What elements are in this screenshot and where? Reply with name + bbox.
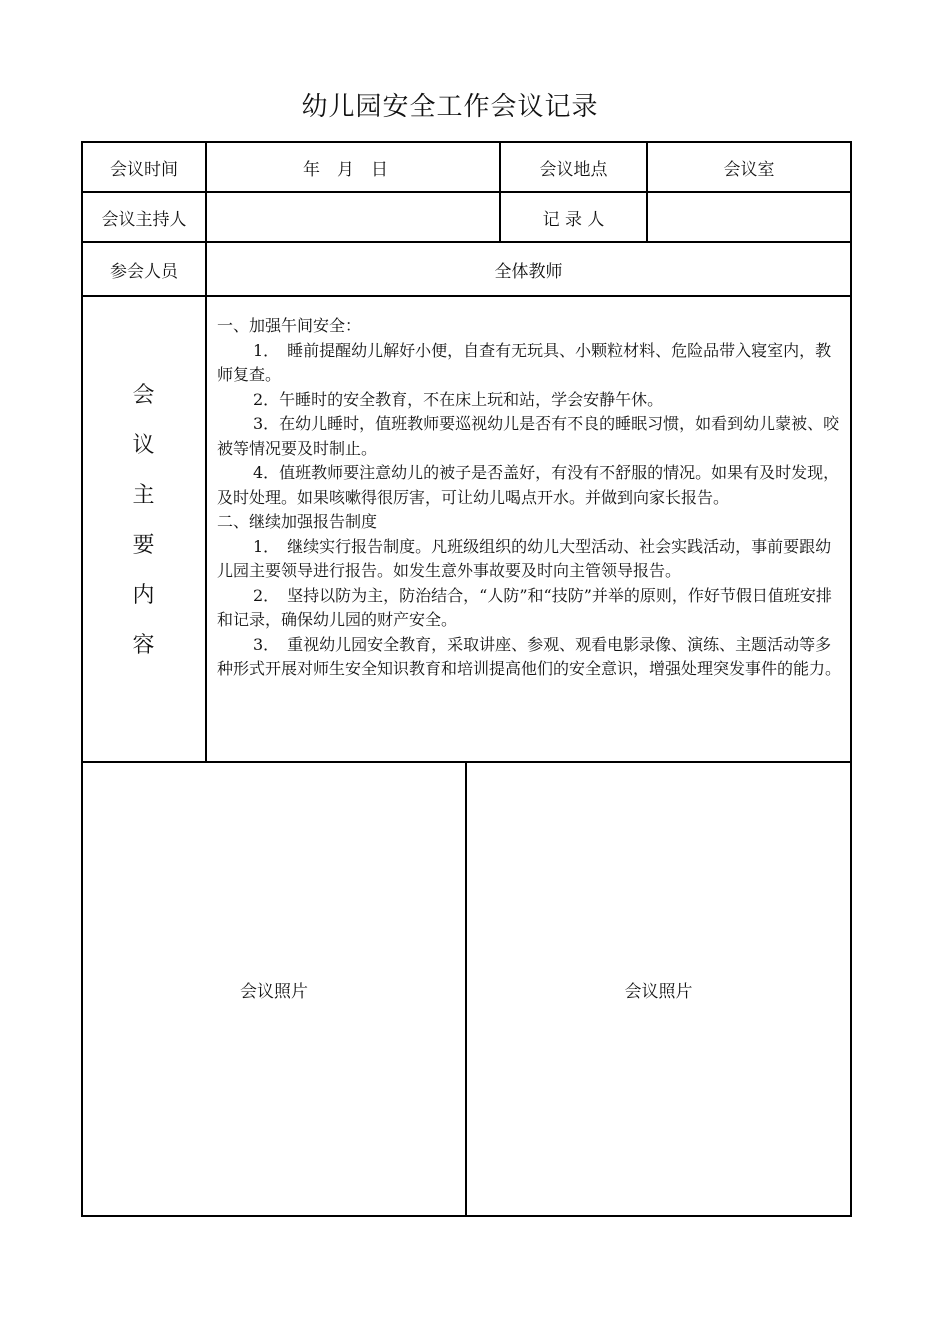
main-content-label-char: 容	[132, 633, 155, 658]
recorder-label: 记 录 人	[542, 209, 605, 230]
section-heading: 一、加强午间安全：	[217, 316, 362, 335]
page-title: 幼儿园安全工作会议记录	[301, 92, 599, 122]
meeting-host-value	[207, 193, 499, 241]
table-divider	[81, 295, 852, 297]
main-content-text	[217, 314, 842, 682]
meeting-place-value: 会议室	[723, 159, 775, 180]
main-content-label-char: 要	[132, 533, 155, 558]
main-content-label-char: 内	[132, 583, 155, 608]
meeting-time-label: 会议时间	[110, 159, 178, 180]
section-heading: 二、继续加强报告制度	[217, 512, 378, 531]
attendees-value: 全体教师	[494, 261, 563, 282]
main-content-label-char: 会	[132, 383, 155, 408]
content-item: 3．在幼儿睡时，值班教师要巡视幼儿是否有不良的睡眠习惯，如看到幼儿蒙被、咬被等情况要及时制止。	[217, 414, 840, 458]
content-item: 3． 重视幼儿园安全教育，采取讲座、参观、观看电影录像、演练、主题活动等多种形式开展对师生安全知识教育和培训提高他们的安全意识，增强处理突发事件的能力。	[217, 634, 842, 678]
meeting-time-value: 年 月 日	[303, 159, 388, 180]
meeting-record-table	[81, 141, 852, 1217]
meeting-host-label: 会议主持人	[101, 209, 187, 230]
recorder-value	[648, 193, 850, 241]
photo-placeholder-right: 会议照片	[624, 981, 693, 1002]
main-content-label-char: 主	[132, 483, 155, 508]
photo-placeholder-left: 会议照片	[240, 981, 308, 1002]
meeting-place-label: 会议地点	[539, 159, 608, 180]
content-item: 2．午睡时的安全教育，不在床上玩和站，学会安静午休。	[253, 389, 664, 409]
content-item: 4．值班教师要注意幼儿的被子是否盖好，有没有不舒服的情况。如果有及时发现，及时处理。如果咳嗽得很厉害，可让幼儿喝点开水。并做到向家长报告。	[217, 463, 840, 507]
content-item: 2． 坚持以防为主，防治结合，“人防”和“技防”并举的原则，作好节假日值班安排和记录，确保幼儿园的财产安全。	[217, 585, 832, 629]
main-content-label	[81, 371, 206, 671]
main-content-label-char: 议	[132, 433, 155, 458]
attendees-label: 参会人员	[110, 261, 178, 282]
table-border-right	[850, 141, 852, 1217]
content-item: 1． 继续实行报告制度。凡班级组织的幼儿大型活动、社会实践活动，事前要跟幼儿园主要领导进行报告。如发生意外事故要及时向主管领导报告。	[217, 536, 832, 580]
content-item: 1． 睡前提醒幼儿解好小便，自查有无玩具、小颗粒材料、危险品带入寝室内，教师复查。	[217, 340, 832, 384]
